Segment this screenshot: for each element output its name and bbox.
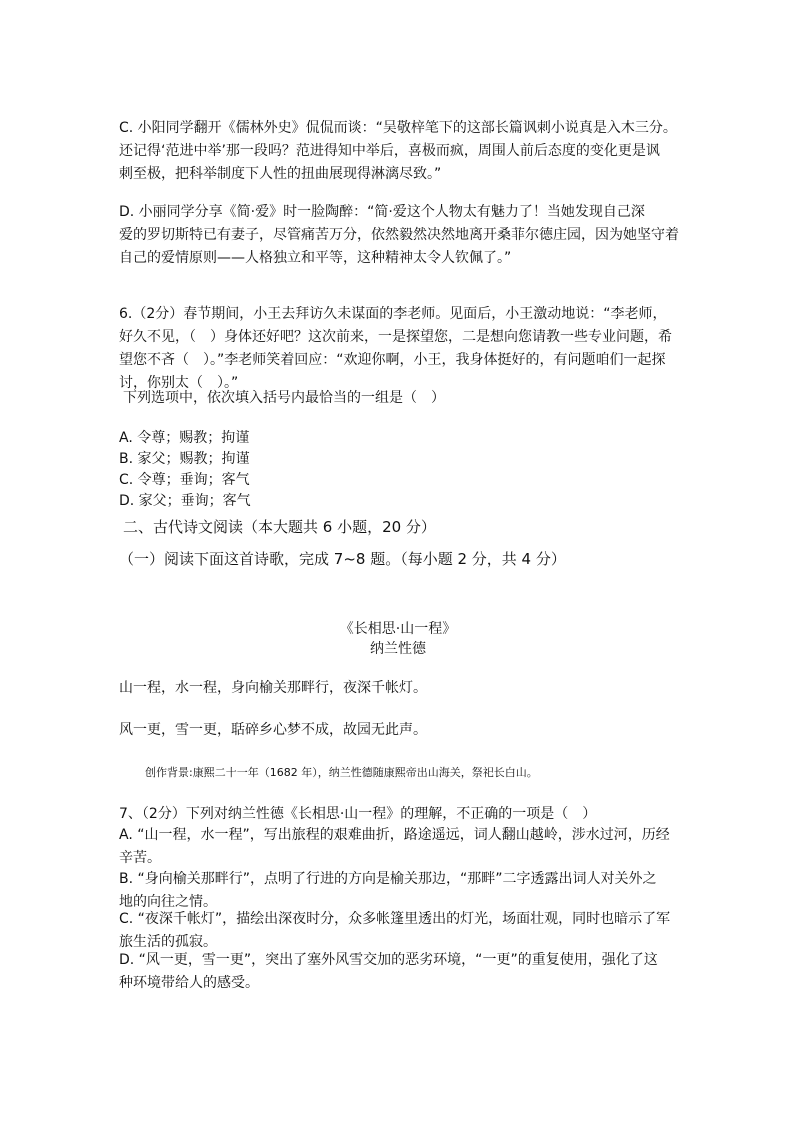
q6-option: C. 令尊；垂询；客气 bbox=[119, 472, 250, 488]
q7-stem bbox=[119, 803, 689, 826]
q7-option-line: D. “风一更，雪一更”，突出了塞外风雪交加的恶劣环境，“一更”的重复使用，强化了这 bbox=[119, 952, 658, 968]
section-title-text: 二、古代诗文阅读（本大题共 6 小题，20 分） bbox=[123, 518, 436, 536]
q5-option-d-line: 自己的爱情原则——人格独立和平等，这种精神太令人钦佩了。” bbox=[119, 250, 512, 266]
q7-option-line: 地的向往之情。 bbox=[119, 894, 217, 910]
q7-stem-text: 7、（2分）下列对纳兰性德《长相思·山一程》的理解，不正确的一项是（ ） bbox=[119, 806, 597, 822]
q6-option: B. 家父；赐教；拘谨 bbox=[119, 451, 250, 467]
q6-option: A. 令尊；赐教；拘谨 bbox=[119, 430, 250, 446]
q5-option-d-line: 爱的罗切斯特已有妻子，尽管痛苦万分，依然毅然决然地离开桑菲尔德庄园，因为她坚守着 bbox=[119, 227, 679, 243]
poem-background-text: 创作背景:康熙二十一年（1682 年），纳兰性德随康熙帝出山海关，祭祀长白山。 bbox=[145, 766, 538, 779]
q7-option-line: 种环境带给人的感受。 bbox=[119, 975, 259, 991]
q6-options bbox=[119, 428, 689, 512]
section-sub-title-text: （一）阅读下面这首诗歌，完成 7~8 题。（每小题 2 分，共 4 分） bbox=[119, 550, 566, 568]
q5-option-c-line: 刺至极，把科举制度下人性的扭曲展现得淋漓尽致。” bbox=[119, 166, 442, 182]
q6-prompt-text: 下列选项中，依次填入括号内最恰当的一组是（ ） bbox=[123, 390, 445, 406]
poem-line-text: 山一程，水一程，身向榆关那畔行，夜深千帐灯。 bbox=[119, 680, 427, 696]
poem-title: 《长相思·山一程》 bbox=[339, 621, 457, 637]
section-title bbox=[123, 516, 693, 539]
q7-option-d bbox=[119, 949, 689, 995]
q5-option-d-line: D. 小丽同学分享《简·爱》时一脸陶醉：“简·爱这个人物太有魅力了！当她发现自己深 bbox=[119, 204, 645, 220]
q6-stem-line: 6.（2分）春节期间，小王去拜访久未谋面的李老师。见面后，小王激动地说：“李老师， bbox=[119, 306, 667, 322]
section-sub-title bbox=[119, 548, 689, 571]
q6-stem bbox=[119, 303, 689, 395]
q6-option: D. 家父；垂询；客气 bbox=[119, 493, 251, 509]
poem-line-1 bbox=[119, 677, 689, 700]
q6-prompt bbox=[123, 387, 693, 410]
q6-stem-line: 讨，你别太（ ）。” bbox=[119, 375, 239, 391]
q7-option-c bbox=[119, 908, 689, 954]
poem-author: 纳兰性德 bbox=[370, 641, 426, 657]
poem-line-text: 风一更，雪一更，聒碎乡心梦不成，故园无此声。 bbox=[119, 722, 427, 738]
q5-option-c bbox=[119, 117, 689, 186]
poem-line-2 bbox=[119, 719, 689, 742]
q7-option-line: 辛苦。 bbox=[119, 850, 161, 866]
q5-option-d bbox=[119, 201, 689, 270]
q6-stem-line: 望您不吝（ ）。”李老师笑着回应：“欢迎你啊，小王，我身体挺好的，有问题咱们一起探 bbox=[119, 352, 666, 368]
q6-stem-line: 好久不见，（ ）身体还好吧？这次前来，一是探望您，二是想向您请教一些专业问题，希 bbox=[119, 329, 672, 345]
q5-option-c-line: C. 小阳同学翻开《儒林外史》侃侃而谈：“吴敬梓笔下的这部长篇讽刺小说真是入木三分。 bbox=[119, 120, 677, 136]
q7-option-line: A. “山一程，水一程”，写出旅程的艰难曲折，路途遥远，词人翻山越岭，涉水过河，历经 bbox=[119, 827, 670, 843]
q7-option-line: 旅生活的孤寂。 bbox=[119, 934, 217, 950]
q7-option-line: C. “夜深千帐灯”，描绘出深夜时分，众多帐篷里透出的灯光，场面壮观，同时也暗示了军 bbox=[119, 911, 671, 927]
poem-background-note bbox=[145, 761, 715, 784]
q5-option-c-line: 还记得‘范进中举’那一段吗？范进得知中举后，喜极而疯，周围人前后态度的变化更是讽 bbox=[119, 143, 660, 159]
q7-option-a bbox=[119, 824, 689, 870]
q7-option-line: B. “身向榆关那畔行”，点明了行进的方向是榆关那边，“那畔”二字透露出词人对关外之 bbox=[119, 871, 657, 887]
